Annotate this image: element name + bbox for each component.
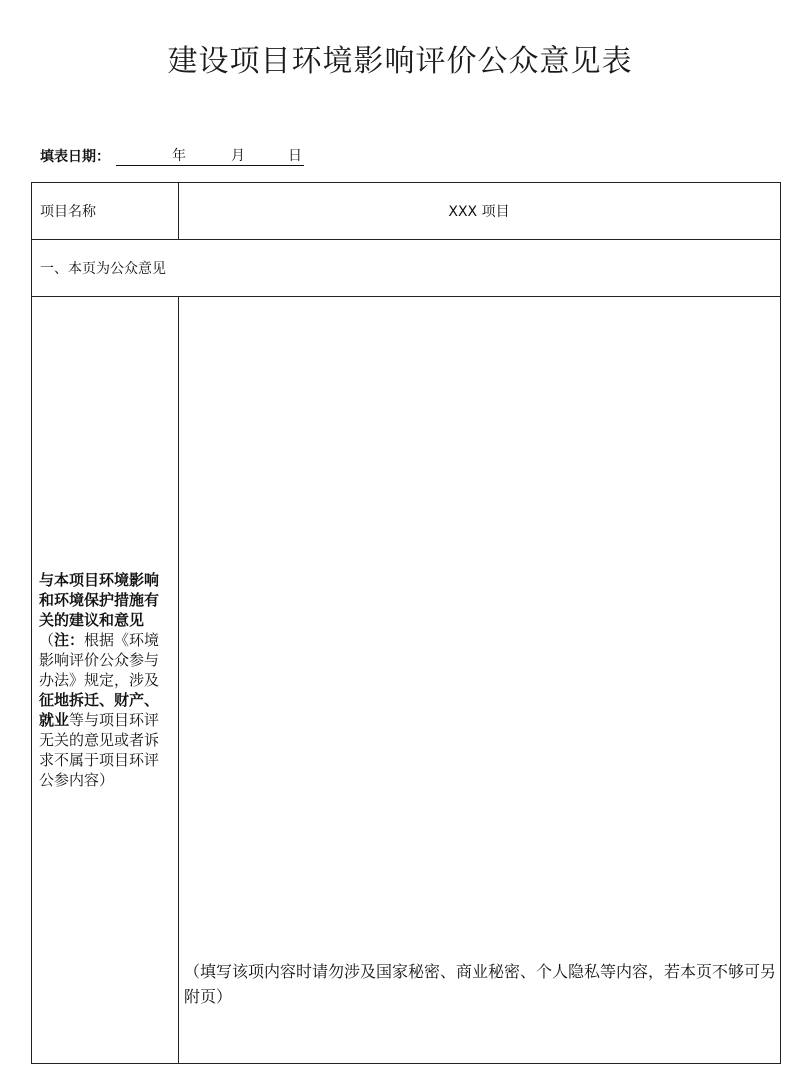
fill-date-row: [40, 144, 304, 166]
opinion-form-table: [31, 182, 781, 1064]
opinion-label-bold-3: 征地拆迁、财产、就业: [39, 691, 160, 729]
opinion-label-normal-2: 根据《环境影响评价公众参与办法》规定，涉及: [39, 631, 160, 689]
fill-date-label: 填表日期：: [40, 149, 110, 165]
project-name-value-cell[interactable]: [178, 183, 780, 239]
page-title: 建设项目环境影响评价公众意见表: [167, 44, 633, 79]
date-month-label: 月: [231, 148, 245, 164]
section-heading-cell: [32, 240, 780, 296]
opinion-label-bold-2: 注：: [54, 631, 85, 649]
project-name-value: XXX 项目: [448, 204, 510, 220]
fill-date-field[interactable]: [116, 145, 304, 166]
section-heading: 一、本页为公众意见: [40, 261, 166, 277]
opinion-label-cell: [32, 297, 178, 1063]
project-name-label-cell: [32, 183, 178, 239]
opinion-input-area[interactable]: [179, 297, 780, 1063]
project-name-label: 项目名称: [40, 204, 96, 220]
date-year-label: 年: [172, 148, 186, 164]
opinion-label-normal-1: （: [39, 631, 55, 649]
opinion-note: （填写该项内容时请勿涉及国家秘密、商业秘密、个人隐私等内容，若本页不够可另附页）: [184, 962, 777, 1006]
date-day-label: 日: [288, 148, 302, 164]
opinion-label-bold-1: 与本项目环境影响和环境保护措施有关的建议和意见: [39, 571, 160, 629]
opinion-label-normal-3: 等与项目环评无关的意见或者诉求不属于项目环评公参内容）: [39, 711, 160, 789]
opinion-label-text: [39, 570, 172, 790]
